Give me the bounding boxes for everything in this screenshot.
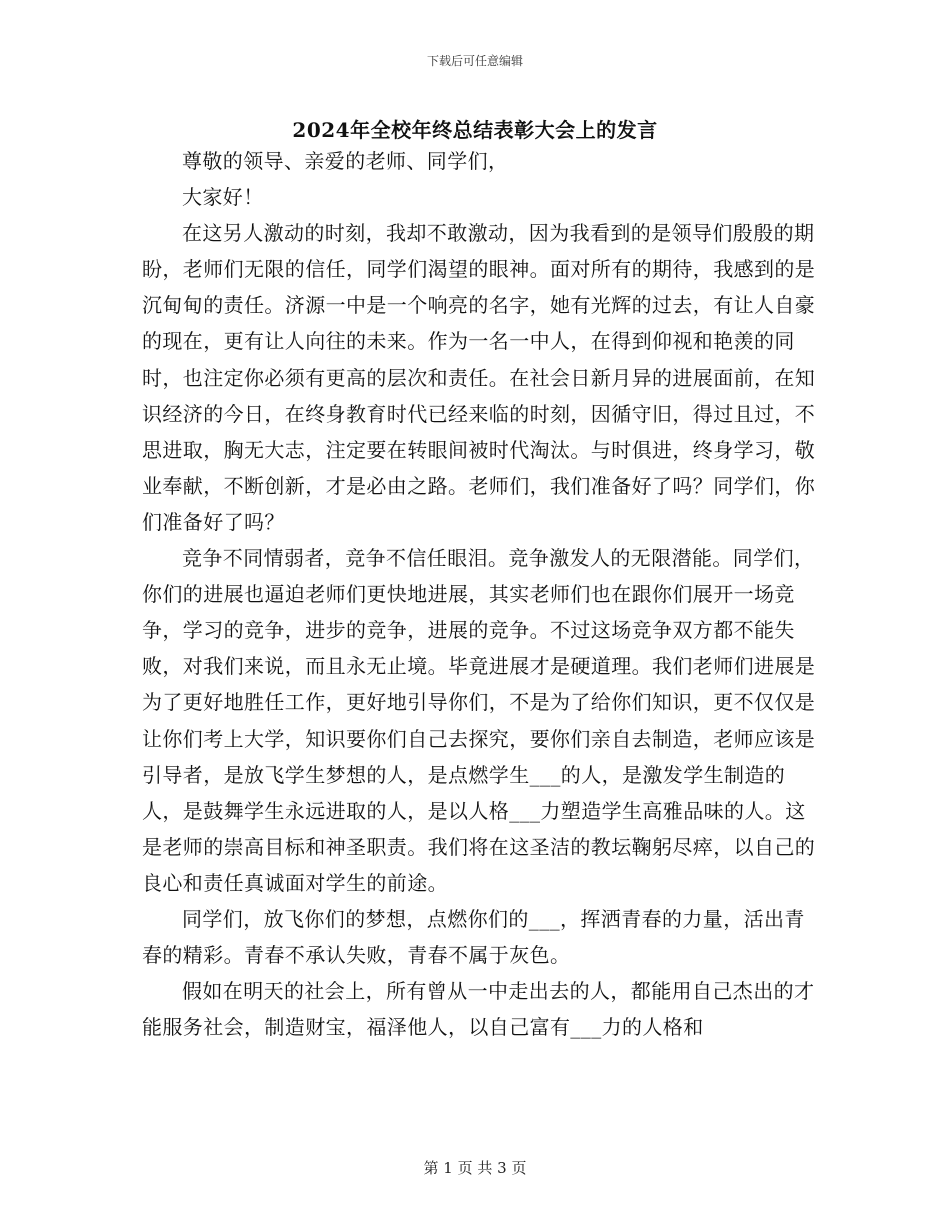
body-paragraph: 竞争不同情弱者，竞争不信任眼泪。竞争激发人的无限潜能。同学们，你们的进展也逼迫老师们更快地进展，其实老师们也在跟你们展开一场竞争，学习的竞争，进步的竞争，进展的竞争。不过这场竞争双方都不能失败，对我们来说，而且永无止境。毕竟进展才是硬道理。我们老师们进展是为了更好地胜任工作，更好地引导你们，不是为了给你们知识，更不仅仅是让你们考上大学，知识要你们自己去探究，要你们亲自去制造，老师应该是引导者，是放飞学生梦想的人，是点燃学生___的人，是激发学生制造的人，是鼓舞学生永远进取的人，是以人格___力塑造学生高雅品味的人。这是老师的崇高目标和神圣职责。我们将在这圣洁的教坛鞠躬尽瘁，以自己的良心和责任真诚面对学生的前途。 bbox=[142, 546, 816, 895]
document-body bbox=[142, 143, 824, 1045]
greeting-paragraph: 大家好！ bbox=[182, 185, 264, 210]
body-paragraph: 假如在明天的社会上，所有曾从一中走出去的人，都能用自己杰出的才能服务社会，制造财宝，福泽他人，以自己富有___力的人格和 bbox=[142, 979, 815, 1040]
body-paragraph: 同学们，放飞你们的梦想，点燃你们的___，挥洒青春的力量，活出青春的精彩。青春不承认失败，青春不属于灰色。 bbox=[142, 906, 805, 968]
page-number: 第 1 页 共 3 页 bbox=[423, 1159, 527, 1177]
salutation-paragraph: 尊敬的领导、亲爱的老师、同学们， bbox=[182, 149, 509, 173]
header-note: 下载后可任意编辑 bbox=[426, 54, 523, 68]
body-paragraph: 在这另人激动的时刻，我却不敢激动，因为我看到的是领导们殷殷的期盼，老师们无限的信任，同学们渴望的眼神。面对所有的期待，我感到的是沉甸甸的责任。济源一中是一个响亮的名字，她有光辉的过去，有让人自豪的现在，更有让人向往的未来。作为一名一中人，在得到仰视和艳羡的同时，也注定你必须有更高的层次和责任。在社会日新月异的进展面前，在知识经济的今日，在终身教育时代已经来临的时刻，因循守旧，得过且过，不思进取，胸无大志，注定要在转眼间被时代淘汰。与时俱进，终身学习，敬业奉献，不断创新，才是必由之路。老师们，我们准备好了吗？同学们，你们准备好了吗？ bbox=[142, 221, 816, 534]
document-title: 2024年全校年终总结表彰大会上的发言 bbox=[292, 118, 658, 142]
